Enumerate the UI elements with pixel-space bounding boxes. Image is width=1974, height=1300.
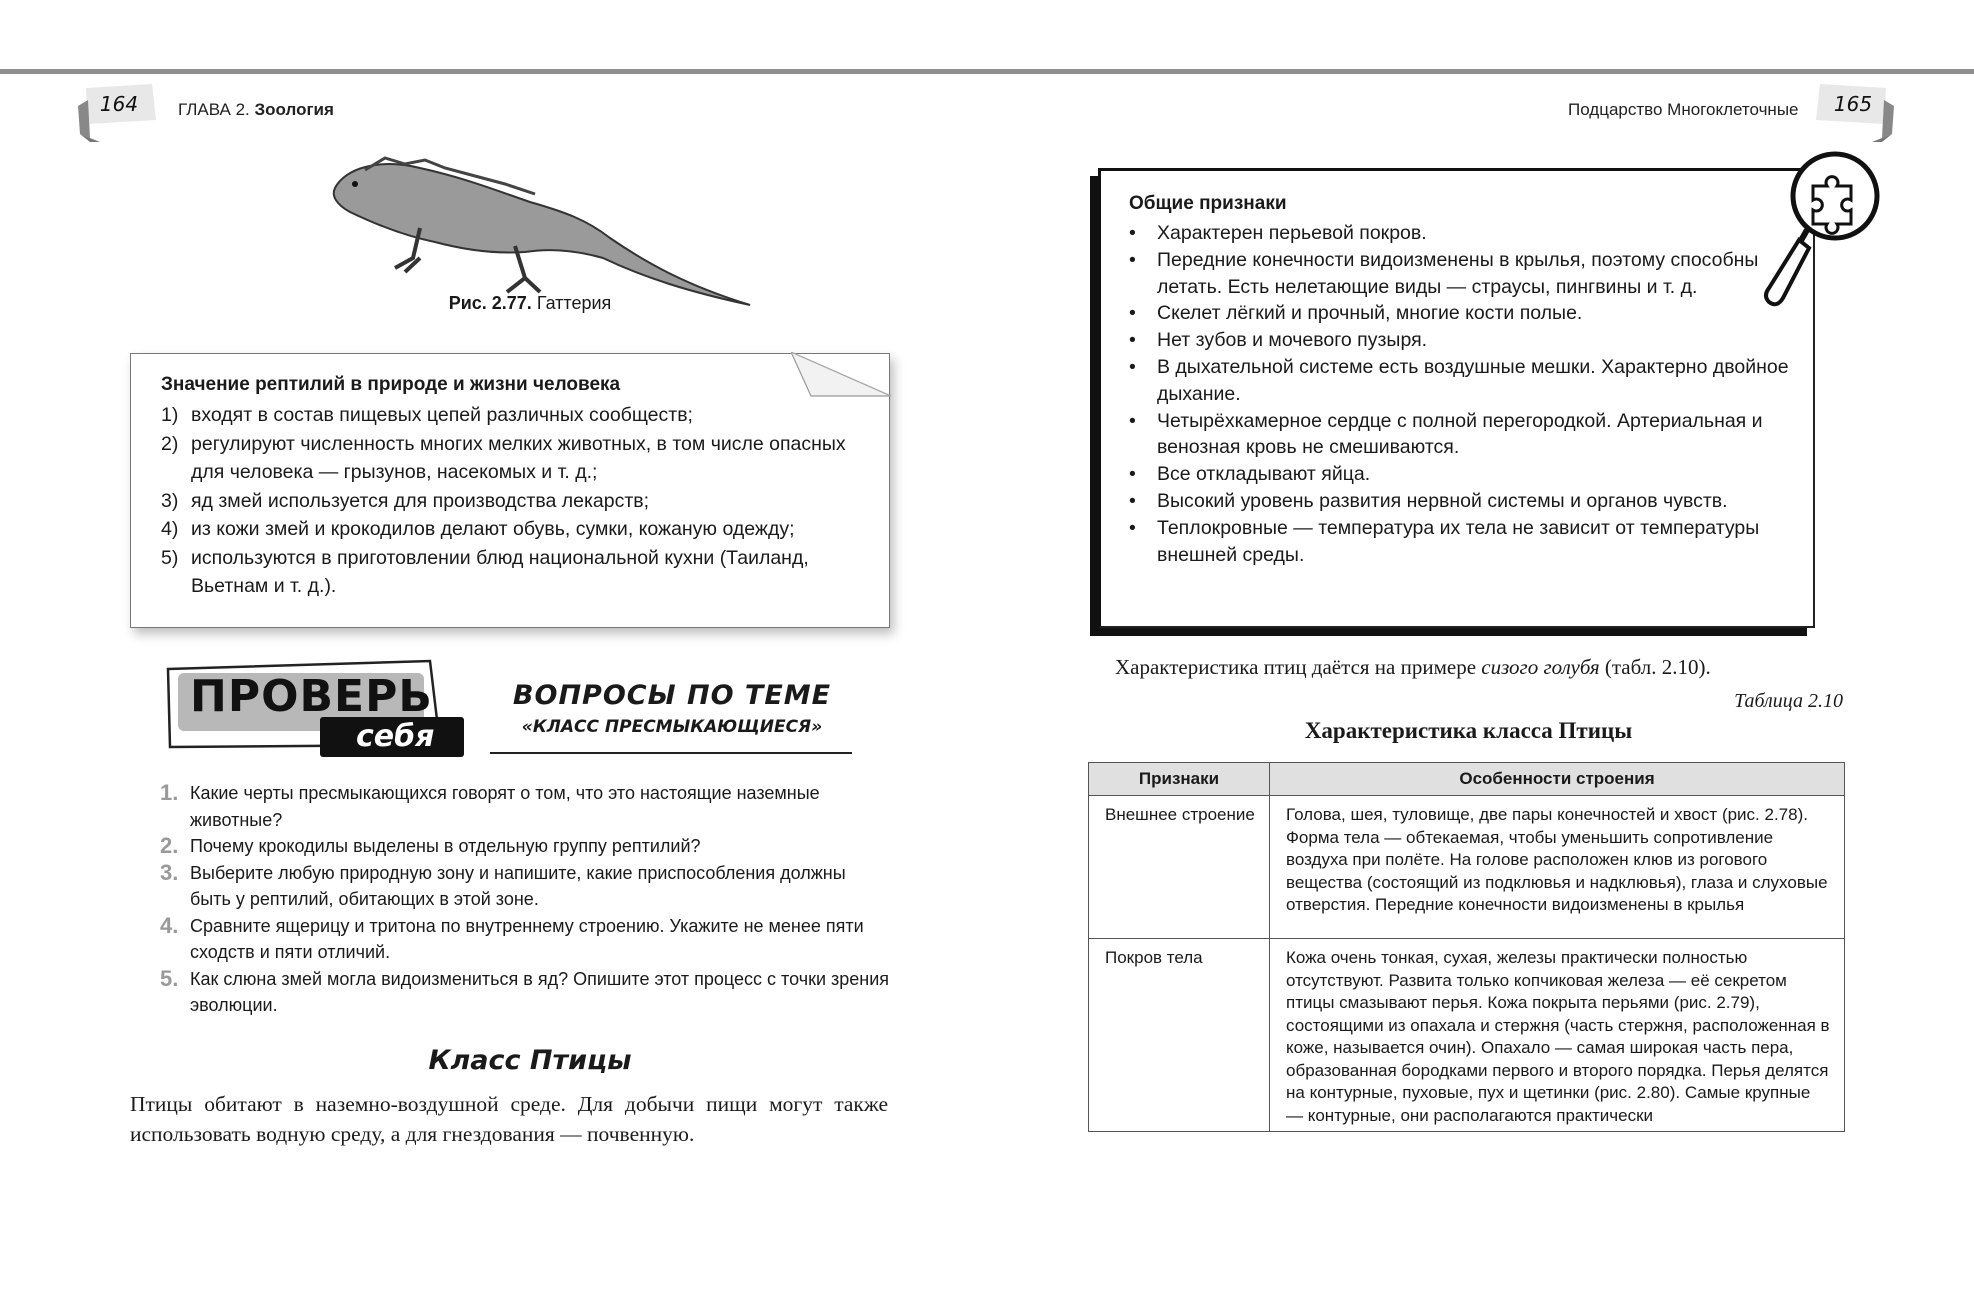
description-cell: Голова, шея, туловище, две пары конечностей и хвост (рис. 2.78). Форма тела — обтекаемая, чтобы уменьшить сопротивление воздуха при полёте. На голове расположен клюв из рогового вещества (состоящий из подклювья и надклювья), глаза и слуховые отверстия. Передние конечности видоизменены в крылья bbox=[1270, 796, 1845, 939]
note-list bbox=[161, 401, 861, 601]
table-title: Характеристика класса Птицы bbox=[1304, 718, 1633, 743]
questions-heading-line1: ВОПРОСЫ ПО ТЕМЕ bbox=[512, 680, 832, 711]
feature-cell: Покров тела bbox=[1089, 939, 1270, 1132]
feature-item: • Характерен перьевой покров. bbox=[1129, 222, 1427, 244]
top-rule bbox=[0, 69, 1974, 74]
column-header: Признаки bbox=[1089, 763, 1270, 796]
page-number: 165 bbox=[1833, 92, 1873, 116]
figure-caption bbox=[300, 293, 760, 314]
feature-item: • Высокий уровень развития нервной системы и органов чувств. bbox=[1129, 489, 1728, 512]
note-item: 5) используются в приготовлении блюд национальной кухни (Таиланд, Вьетнам и т. д.). bbox=[161, 546, 809, 597]
common-features-box bbox=[1098, 168, 1815, 628]
section-paragraph: Птицы обитают в наземно-воздушной среде. Для добычи пищи могут также использовать водную среду, а для гнездования — почвенную. bbox=[130, 1092, 888, 1146]
question-item: 1. Какие черты пресмыкающихся говорят о том, что это настоящие наземные животные? bbox=[160, 780, 820, 830]
question-item: 4. Сравните ящерицу и тритона по внутреннему строению. Укажите не менее пяти сходств и пяти отличий. bbox=[160, 912, 864, 962]
note-item: 3) яд змей используется для производства лекарств; bbox=[161, 489, 650, 512]
check-word-1: ПРОВЕРЬ bbox=[190, 671, 433, 722]
feature-item: • Четырёхкамерное сердце с полной перегородкой. Артериальная и венозная кровь не смешиваются. bbox=[1129, 409, 1763, 459]
birds-characteristics-table bbox=[1088, 762, 1845, 1132]
magnifier-puzzle-icon bbox=[1755, 148, 1885, 318]
figure-number: Рис. 2.77. bbox=[448, 293, 532, 313]
feature-cell: Внешнее строение bbox=[1089, 796, 1270, 939]
column-header: Особенности строения bbox=[1270, 763, 1845, 796]
questions-list bbox=[160, 780, 890, 1019]
question-item: 3. Выберите любую природную зону и напишите, какие приспособления должны быть у рептилий, обитающих в этой зоне. bbox=[160, 859, 846, 909]
running-header-left bbox=[178, 100, 334, 120]
questions-heading-rule bbox=[490, 752, 852, 754]
running-header-right: Подцарство Многоклеточные bbox=[1568, 100, 1799, 119]
chapter-title: Зоология bbox=[254, 100, 334, 119]
tuatara-illustration bbox=[325, 150, 765, 310]
section-title: Класс Птицы bbox=[428, 1045, 632, 1076]
questions-heading-line2: «КЛАСС ПРЕСМЫКАЮЩИЕСЯ» bbox=[521, 717, 823, 737]
feature-item: • В дыхательной системе есть воздушные мешки. Характерно двойное дыхание. bbox=[1129, 355, 1789, 405]
table-row bbox=[1089, 796, 1845, 939]
chapter-label: ГЛАВА 2. bbox=[178, 100, 250, 119]
question-item: 2. Почему крокодилы выделены в отдельную группу рептилий? bbox=[160, 833, 701, 858]
table-number: Таблица 2.10 bbox=[1734, 690, 1843, 712]
check-yourself-badge bbox=[160, 655, 480, 765]
page-number-tab-left bbox=[78, 80, 160, 140]
check-word-2: себя bbox=[356, 719, 435, 754]
feature-item: • Скелет лёгкий и прочный, многие кости полые. bbox=[1129, 302, 1583, 325]
curled-corner bbox=[791, 352, 891, 398]
feature-item: • Передние конечности видоизменены в крылья, поэтому способны летать. Есть нелетающие виды — страусы, пингвины и т. д. bbox=[1129, 248, 1759, 298]
table-row bbox=[1089, 939, 1845, 1132]
table-intro: Характеристика птиц даётся на примере сизого голубя (табл. 2.10). bbox=[1115, 655, 1711, 679]
reptile-importance-note bbox=[130, 353, 890, 628]
question-item: 5. Как слюна змей могла видоизмениться в яд? Опишите этот процесс с точки зрения эволюции. bbox=[160, 965, 890, 1015]
feature-item: • Нет зубов и мочевого пузыря. bbox=[1129, 329, 1428, 352]
questions-heading bbox=[492, 680, 852, 737]
feature-item: • Теплокровные — температура их тела не зависит от температуры внешней среды. bbox=[1129, 516, 1760, 566]
note-item: 2) регулируют численность многих мелких животных, в том числе опасных для человека — грызунов, насекомых и т. д.; bbox=[161, 432, 846, 483]
box-title: Общие признаки bbox=[1129, 193, 1287, 214]
note-title: Значение рептилий в природе и жизни человека bbox=[161, 374, 621, 395]
species-name: сизого голубя bbox=[1481, 655, 1600, 679]
feature-item: • Все откладывают яйца. bbox=[1129, 463, 1371, 486]
note-item: 4) из кожи змей и крокодилов делают обувь, сумки, кожаную одежду; bbox=[161, 518, 795, 540]
table-header-row bbox=[1089, 763, 1845, 796]
note-item: 1) входят в состав пищевых цепей различных сообществ; bbox=[161, 404, 693, 426]
description-cell: Кожа очень тонкая, сухая, железы практически полностью отсутствуют. Развита только копчиковая железа — её секретом птицы смазывают перья. Кожа покрыта перьями (рис. 2.79), состоящими из опахала и стержня (часть стержня, расположенная в коже, называется очин). Опахало — самая широкая часть пера, образованная бородками первого и второго порядка. Перья делятся на контурные, пуховые, пух и щетинки (рис. 2.80). Самые крупные — контурные, они располагаются практически bbox=[1270, 939, 1845, 1132]
features-list bbox=[1129, 220, 1799, 568]
page-number-tab-right bbox=[1812, 80, 1894, 140]
figure-caption-text: Гаттерия bbox=[536, 293, 612, 313]
page-number: 164 bbox=[99, 92, 139, 116]
